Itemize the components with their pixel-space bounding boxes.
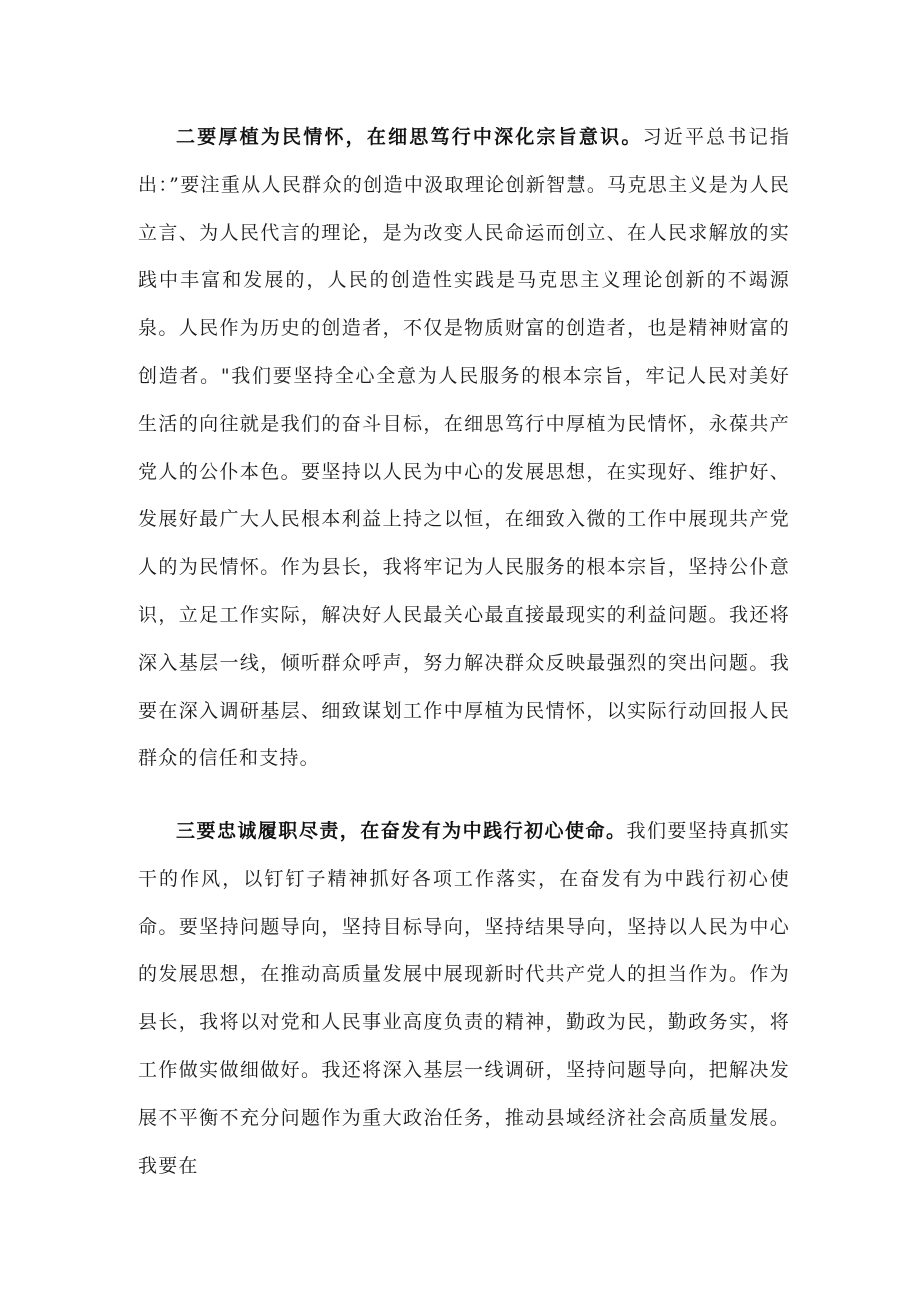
paragraph-2 [138, 114, 790, 783]
paragraph-2-body: 习近平总书记指出：”要注重从人民群众的创造中汲取理论创新智慧。马克思主义是为人民立言、为人民代言的理论，是为改变人民命运而创立、在人民求解放的实践中丰富和发展的，人民的创造性实践是马克思主义理论创新的不竭源泉。人民作为历史的创造者，不仅是物质财富的创造者，也是精神财富的创造者。"我们要坚持全心全意为人民服务的根本宗旨，牢记人民对美好生活的向往就是我们的奋斗目标，在细思笃行中厚植为民情怀，永葆共产党人的公仆本色。要坚持以人民为中心的发展思想，在实现好、维护好、发展好最广大人民根本利益上持之以恒，在细致入微的工作中展现共产党人的为民情怀。作为县长，我将牢记为人民服务的根本宗旨，坚持公仆意识，立足工作实际，解决好人民最关心最直接最现实的利益问题。我还将深入基层一线，倾听群众呼声，努力解决群众反映最强烈的突出问题。我要在深入调研基层、细致谋划工作中厚植为民情怀，以实际行动回报人民群众的信任和支持。 [138, 126, 791, 770]
paragraph-3-body: 我们要坚持真抓实干的作风，以钉钉子精神抓好各项工作落实，在奋发有为中践行初心使命。要坚持问题导向，坚持目标导向，坚持结果导向，坚持以人民为中心的发展思想，在推动高质量发展中展现新时代共产党人的担当作为。作为县长，我将以对党和人民事业高度负责的精神，勤政为民，勤政务实，将工作做实做细做好。我还将深入基层一线调研，坚持问题导向，把解决发展不平衡不充分问题作为重大政治任务，推动县域经济社会高质量发展。我要在 [138, 820, 790, 1177]
paragraph-2-heading: 二要厚植为民情怀，在细思笃行中深化宗旨意识。 [176, 126, 643, 148]
paragraph-3-heading: 三要忠诚履职尽责，在奋发有为中践行初心使命。 [176, 820, 627, 842]
paragraph-3 [138, 808, 790, 1190]
